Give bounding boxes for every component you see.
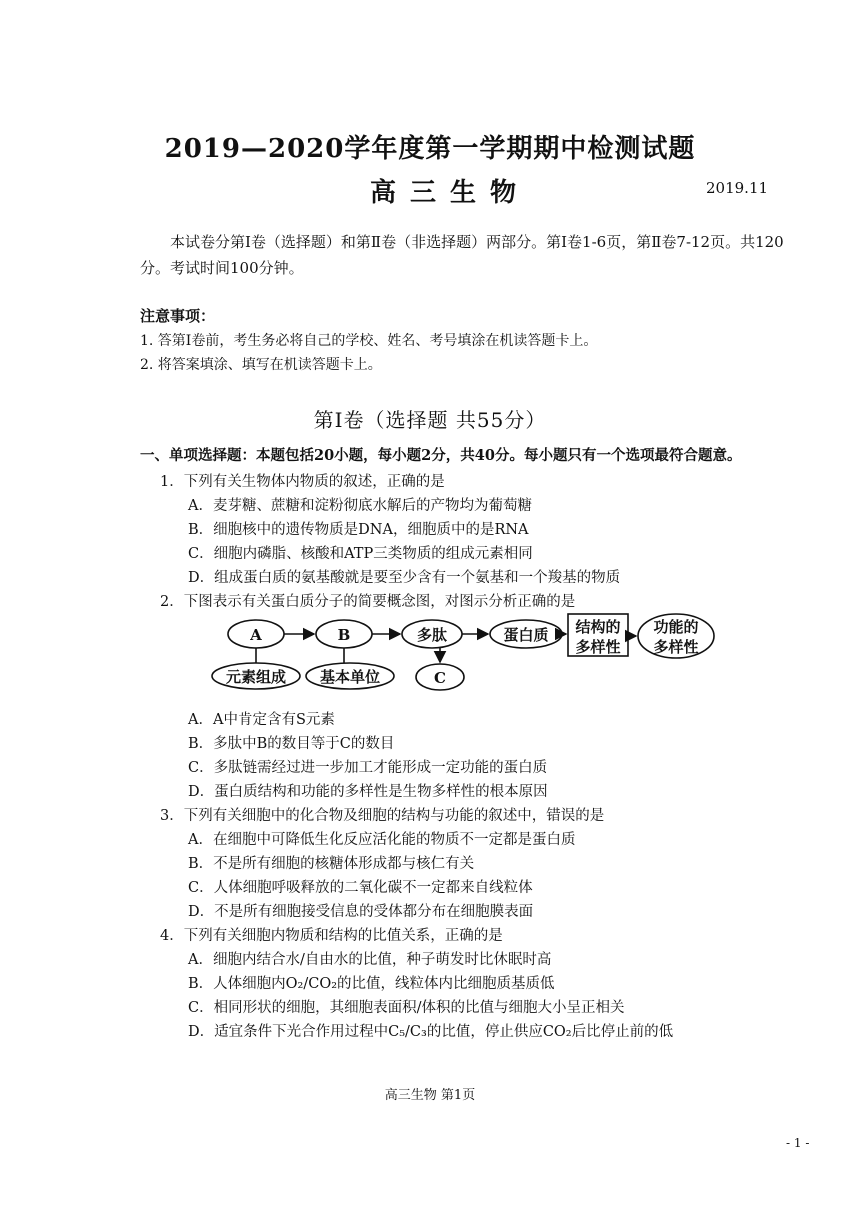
option: A．细胞内结合水/自由水的比值，种子萌发时比休眠时高 — [188, 952, 552, 968]
option: C．细胞内磷脂、核酸和ATP三类物质的组成元素相同 — [188, 546, 533, 562]
diagram-node-elements: 元素组成 — [225, 668, 287, 686]
option: D．组成蛋白质的氨基酸就是要至少含有一个氨基和一个羧基的物质 — [188, 570, 621, 586]
diagram-node-c: C — [434, 669, 446, 687]
question-stem-1: 1．下列有关生物体内物质的叙述，正确的是 — [160, 474, 445, 490]
option: C．多肽链需经过进一步加工才能形成一定功能的蛋白质 — [188, 760, 548, 776]
page-footer: 高三生物 第1页 — [384, 1088, 476, 1103]
note-item: 1. 答第Ⅰ卷前，考生务必将自己的学校、姓名、考号填涂在机读答题卡上。 — [140, 333, 598, 349]
diagram-node-function-line2: 多样性 — [653, 638, 699, 656]
diagram-node-function-line1: 功能的 — [653, 618, 699, 636]
diagram-node-a: A — [250, 626, 262, 644]
option: D．适宜条件下光合作用过程中C₅/C₃的比值，停止供应CO₂后比停止前的低 — [188, 1024, 674, 1040]
page-number: - 1 - — [786, 1136, 810, 1150]
section-instruction: 一、单项选择题：本题包括20小题，每小题2分，共40分。每小题只有一个选项最符合题意。 — [140, 447, 742, 464]
exam-date: 2019.11 — [706, 179, 769, 197]
option: C．相同形状的细胞，其细胞表面积/体积的比值与细胞大小呈正相关 — [188, 1000, 625, 1016]
option: A．在细胞中可降低生化反应活化能的物质不一定都是蛋白质 — [188, 832, 576, 848]
question-stem-2: 2．下图表示有关蛋白质分子的简要概念图，对图示分析正确的是 — [160, 594, 576, 610]
option: B．不是所有细胞的核糖体形成都与核仁有关 — [188, 856, 475, 872]
option: A．麦芽糖、蔗糖和淀粉彻底水解后的产物均为葡萄糖 — [188, 498, 532, 514]
diagram-node-protein: 蛋白质 — [503, 626, 549, 644]
note-item: 2. 将答案填涂、填写在机读答题卡上。 — [140, 357, 382, 373]
question-stem-4: 4．下列有关细胞内物质和结构的比值关系，正确的是 — [160, 928, 503, 944]
diagram-node-peptide: 多肽 — [416, 626, 448, 644]
exam-title: 2019—2020学年度第一学期期中检测试题 — [164, 134, 696, 164]
protein-concept-diagram — [200, 612, 740, 698]
diagram-node-structure-line2: 多样性 — [575, 638, 621, 656]
option: C．人体细胞呼吸释放的二氧化碳不一定都来自线粒体 — [188, 880, 533, 896]
option: B．多肽中B的数目等于C的数目 — [188, 736, 395, 752]
option: D．蛋白质结构和功能的多样性是生物多样性的根本原因 — [188, 784, 548, 800]
diagram-node-unit: 基本单位 — [319, 668, 381, 686]
diagram-node-b: B — [337, 626, 351, 644]
exam-subject: 高三生物 — [370, 178, 531, 208]
option: B．细胞核中的遗传物质是DNA，细胞质中的是RNA — [188, 522, 529, 538]
question-stem-3: 3．下列有关细胞中的化合物及细胞的结构与功能的叙述中，错误的是 — [160, 808, 605, 824]
notes-title: 注意事项： — [140, 307, 216, 325]
option: A．A中肯定含有S元素 — [188, 712, 335, 728]
exam-intro: 本试卷分第Ⅰ卷（选择题）和第Ⅱ卷（非选择题）两部分。第Ⅰ卷1-6页，第Ⅱ卷7-12页。共120分。考试时间100分钟。 — [140, 233, 784, 277]
section-title: 第Ⅰ卷（选择题 共55分） — [313, 408, 547, 432]
option: D．不是所有细胞接受信息的受体都分布在细胞膜表面 — [188, 904, 534, 920]
diagram-node-structure-line1: 结构的 — [575, 618, 621, 636]
option: B．人体细胞内O₂/CO₂的比值，线粒体内比细胞质基质低 — [188, 976, 555, 992]
